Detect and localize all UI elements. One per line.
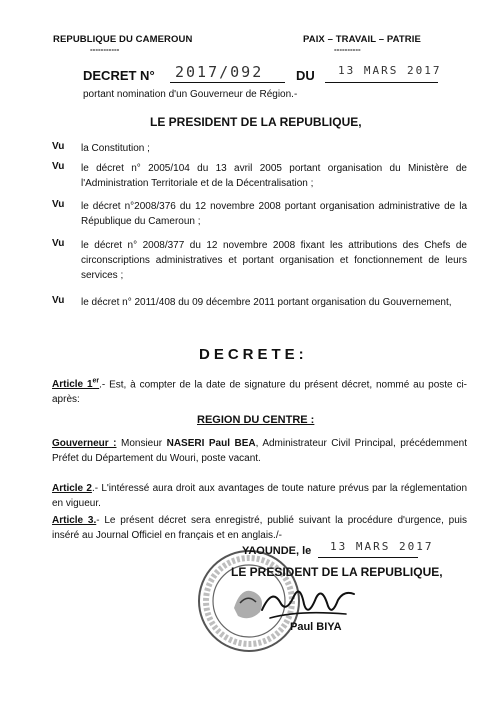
gouverneur-paragraph (52, 436, 467, 466)
gouverneur-text: , Administrateur Civil Principal, précédemment Préfet du Département du Wouri, poste vacant. (52, 438, 467, 464)
du-label: DU (296, 68, 315, 83)
gouverneur-prefix: Monsieur (116, 438, 167, 449)
closing-place: YAOUNDE, le (242, 545, 312, 557)
decree-number-line (170, 82, 285, 83)
vu-label-3: Vu (52, 199, 65, 210)
article-2 (52, 481, 467, 511)
article-3-label: Article 3. (52, 515, 97, 526)
vu-label-4: Vu (52, 238, 65, 249)
article-3 (52, 513, 467, 543)
header-right-dashes: ---------- (334, 45, 361, 54)
article-1 (52, 374, 467, 407)
closing-date-line (318, 557, 418, 558)
article-1-text: .- Est, à compter de la date de signature du présent décret, nommé au poste ci-après: (52, 379, 467, 406)
article-1-label: Article 1er (52, 378, 100, 391)
closing-date-stamp: 13 MARS 2017 (330, 540, 434, 553)
signer-title: LE PRESIDENT DE LA REPUBLIQUE, (231, 565, 443, 579)
vu-item: le décret n° 2005/104 du 13 avril 2005 portant organisation du Ministère de l'Administration Territoriale et de la Décentralisation ; (81, 163, 467, 189)
vu-label-5: Vu (52, 295, 65, 306)
article-3-text: - Le présent décret sera enregistré, publié suivant la procédure d'urgence, puis inséré au Journal Officiel en français et en anglais./- (52, 515, 468, 541)
header-left-dashes: ----------- (90, 45, 120, 54)
president-heading: LE PRESIDENT DE LA REPUBLIQUE, (150, 115, 362, 129)
decree-label: DECRET N° (83, 68, 155, 83)
region-heading: REGION DU CENTRE : (197, 414, 315, 426)
decree-number: 2017/092 (175, 63, 264, 81)
vu-item: la Constitution ; (81, 143, 150, 154)
motto: PAIX – TRAVAIL – PATRIE (303, 34, 421, 45)
article-1-superscript: er (92, 378, 100, 385)
vu-label-1: Vu (52, 141, 65, 152)
vu-item: le décret n°2008/376 du 12 novembre 2008 portant organisation administrative de la République du Cameroun ; (81, 201, 467, 227)
republic-title: REPUBLIQUE DU CAMEROUN (53, 34, 193, 45)
vu-label-2: Vu (52, 161, 65, 172)
gouverneur-name: NASERI Paul BEA (166, 438, 256, 449)
gouverneur-label: Gouverneur : (52, 438, 117, 449)
article-2-label: Article 2 (52, 483, 92, 494)
decree-subtitle: portant nomination d'un Gouverneur de Région.- (83, 89, 298, 100)
vu-item: le décret n° 2011/408 du 09 décembre 2011 portant organisation du Gouvernement, (81, 297, 452, 308)
signer-name: Paul BIYA (290, 621, 342, 633)
article-2-text: .- L'intéressé aura droit aux avantages de toute nature prévus par la réglementation en vigueur. (52, 483, 468, 509)
vu-item: le décret n° 2008/377 du 12 novembre 2008 fixant les attributions des Chefs de circonscriptions administratives et portant organisation et fonctionnement de leurs services ; (81, 240, 467, 281)
decree-date-line (325, 82, 438, 83)
decree-date-stamp: 13 MARS 2017 (338, 64, 442, 77)
decrete-heading: DECRETE: (199, 346, 308, 363)
